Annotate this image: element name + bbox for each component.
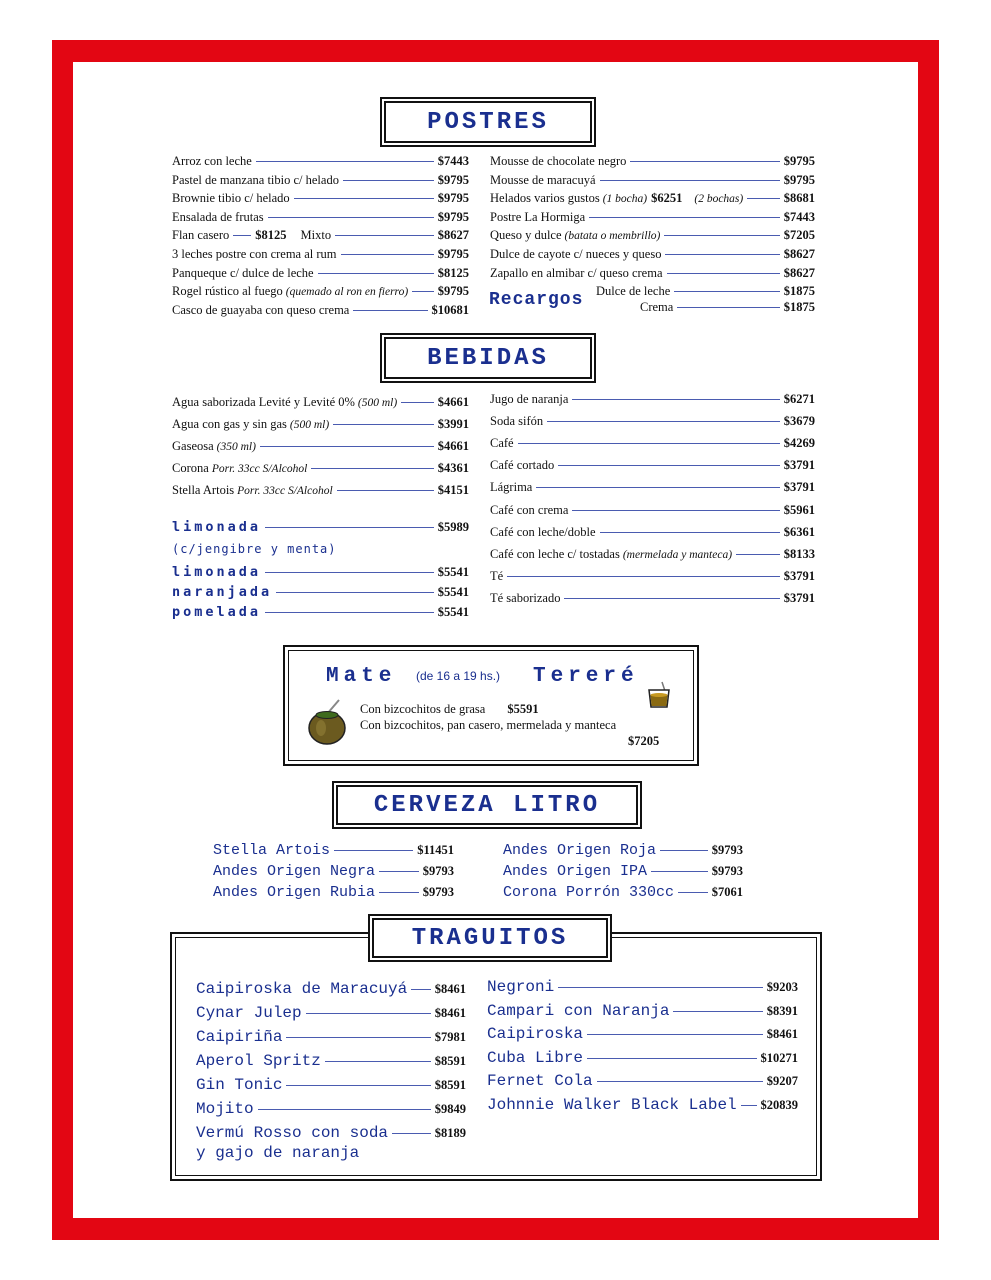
item-price: $10681	[431, 302, 469, 317]
leader-line	[564, 598, 779, 599]
leader-line	[630, 161, 779, 162]
item-price: $9793	[711, 843, 743, 857]
item-price: $7061	[711, 885, 743, 899]
limonada-item	[172, 584, 469, 600]
leader-line	[286, 1085, 430, 1086]
traguito-item	[487, 1096, 798, 1114]
item-name: Mousse de maracuyá	[490, 172, 596, 187]
item-price: $3679	[783, 414, 815, 429]
leader-line	[256, 161, 434, 162]
leader-line	[311, 468, 433, 469]
leader-line	[664, 235, 779, 236]
leader-line	[600, 180, 780, 181]
menu-item-vermu: Vermú Rosso con soda $8189	[196, 1124, 466, 1142]
item-name: Gaseosa	[172, 439, 214, 453]
bebida-item	[490, 547, 815, 562]
menu-item-helados: Helados varios gustos (1 bocha) $6251 (2 bochas) $8681	[490, 191, 815, 205]
item-note: (mermelada y manteca)	[622, 548, 733, 561]
bebida-item	[490, 503, 815, 518]
item-name: Soda sifón	[490, 414, 544, 429]
terere-title: Tereré	[533, 665, 639, 688]
traguito-item	[196, 1052, 466, 1070]
item-price: $3991	[437, 417, 469, 431]
item-name: naranjada	[172, 584, 273, 600]
item-note: (quemado al ron en fierro)	[285, 286, 409, 299]
leader-line	[379, 871, 419, 872]
item-name: Café con leche c/ tostadas	[490, 546, 620, 561]
leader-line	[268, 217, 434, 218]
section-title-postres: POSTRES	[384, 101, 592, 143]
item-price: $5541	[437, 565, 469, 579]
item-price: $8461	[434, 1006, 466, 1020]
item-price: $9849	[434, 1102, 466, 1116]
leader-line	[353, 310, 427, 311]
mate-option-2: Con bizcochitos, pan casero, mermelada y manteca	[360, 718, 617, 732]
leader-line	[558, 465, 780, 466]
leader-line	[265, 612, 434, 613]
item-name: Andes Origen Roja	[503, 842, 657, 859]
postres-item	[172, 210, 469, 225]
item-price: $9207	[766, 1074, 798, 1088]
traguito-item	[487, 1049, 798, 1067]
leader-line	[306, 1013, 431, 1014]
item-price: $4269	[783, 436, 815, 451]
item-price: $20839	[760, 1097, 798, 1112]
postres-item	[172, 266, 469, 281]
item-price: $8391	[766, 1003, 798, 1018]
cerveza-item	[213, 842, 454, 859]
section-title-traguitos: TRAGUITOS	[372, 918, 608, 958]
item-price: $4661	[437, 439, 469, 453]
item-name: Café cortado	[490, 458, 555, 473]
leader-line	[587, 1058, 756, 1059]
limonada-sub: (c/jengibre y menta)	[172, 542, 337, 556]
menu-item-flan: Flan casero $8125 Mixto $8627	[172, 228, 469, 242]
postres-item	[172, 284, 469, 299]
item-name: Johnnie Walker Black Label	[487, 1095, 737, 1114]
item-name: Cynar Julep	[196, 1004, 302, 1022]
item-name: Andes Origen Negra	[213, 863, 376, 880]
cerveza-item	[503, 842, 743, 859]
item-price: $9793	[422, 864, 454, 878]
mate-title: Mate	[326, 665, 397, 688]
traguito-item	[487, 1072, 798, 1090]
limonada-item	[172, 564, 469, 580]
item-name: Agua con gas y sin gas	[172, 417, 287, 431]
mate-hours: (de 16 a 19 hs.)	[416, 669, 501, 683]
leader-line	[401, 402, 434, 403]
item-price: $11451	[417, 843, 454, 857]
item-name: Brownie tibio c/ helado	[172, 191, 290, 206]
item-name: Casco de guayaba con queso crema	[172, 302, 350, 317]
item-name: Café	[490, 436, 514, 451]
item-name: Caipiroska de Maracuyá	[196, 980, 408, 998]
leader-line	[337, 490, 434, 491]
item-name: Stella Artois	[172, 483, 235, 497]
item-price: $5961	[783, 502, 815, 517]
bebida-item	[490, 392, 815, 407]
traguito-item	[196, 1028, 466, 1046]
item-note: (batata o membrillo)	[564, 230, 661, 243]
item-name: pomelada	[172, 604, 262, 620]
item-name: Caipiroska	[487, 1025, 584, 1043]
leader-line	[572, 399, 779, 400]
cerveza-item	[503, 884, 743, 901]
item-note: Porr. 33cc S/Alcohol	[211, 463, 308, 475]
menu-item-vermu-line2: y gajo de naranja	[196, 1144, 360, 1162]
item-name: Rogel rústico al fuego	[172, 284, 283, 299]
bebida-item	[490, 525, 815, 540]
leader-line	[260, 446, 434, 447]
leader-line	[660, 850, 708, 851]
item-name: Aperol Spritz	[196, 1052, 321, 1070]
item-price: $4151	[437, 483, 469, 497]
item-price: $6361	[783, 524, 815, 539]
bebida-item	[490, 414, 815, 429]
item-name: Pastel de manzana tibio c/ helado	[172, 172, 339, 187]
leader-line	[741, 1105, 757, 1106]
item-price: $7981	[434, 1030, 466, 1044]
item-price: $10271	[760, 1050, 798, 1065]
bebida-item	[490, 436, 815, 451]
item-price: $4661	[437, 395, 469, 409]
item-price: $8591	[434, 1054, 466, 1068]
terere-glass-icon	[644, 680, 674, 710]
item-price: $9795	[437, 209, 469, 224]
item-price: $4361	[437, 461, 469, 475]
item-price: $9795	[437, 284, 469, 299]
item-price: $9793	[422, 885, 454, 899]
bebida-item	[172, 461, 469, 476]
item-name: Campari con Naranja	[487, 1001, 670, 1020]
item-name: Ensalada de frutas	[172, 209, 264, 224]
postres-item	[172, 247, 469, 262]
item-price: $9795	[437, 191, 469, 206]
leader-line	[265, 572, 434, 573]
bebida-item	[172, 417, 469, 432]
limonada-item	[172, 604, 469, 620]
item-price: $7443	[783, 209, 815, 224]
bebida-item	[172, 439, 469, 454]
leader-line	[294, 198, 434, 199]
limonada-jengibre: limonada $5989	[172, 519, 469, 535]
recargos-label: Recargos	[489, 290, 584, 310]
postres-item	[172, 173, 469, 188]
item-price: $5541	[437, 605, 469, 619]
traguito-item	[196, 980, 466, 998]
item-price: $9795	[437, 172, 469, 187]
item-name: 3 leches postre con crema al rum	[172, 247, 337, 261]
item-price: $6271	[783, 392, 815, 406]
leader-line	[286, 1037, 430, 1038]
leader-line	[597, 1081, 763, 1082]
item-price: $8591	[434, 1078, 466, 1092]
postres-item	[172, 154, 469, 169]
item-name: Mousse de chocolate negro	[490, 154, 627, 168]
leader-line	[665, 254, 779, 255]
item-name: Arroz con leche	[172, 154, 252, 168]
postres-item	[172, 303, 469, 318]
item-price: $9203	[766, 980, 798, 994]
cerveza-item	[503, 863, 743, 880]
cerveza-item	[213, 863, 454, 880]
leader-line	[587, 1034, 763, 1035]
traguito-item	[196, 1004, 466, 1022]
recargo-crema: Crema $1875	[640, 300, 815, 314]
bebida-item	[172, 395, 469, 410]
item-price: $3791	[783, 568, 815, 583]
leader-line	[333, 424, 434, 425]
leader-line	[572, 510, 779, 511]
leader-line	[343, 180, 434, 181]
bebida-item	[490, 458, 815, 473]
traguito-item	[196, 1076, 466, 1094]
leader-line	[379, 892, 419, 893]
item-name: Café con leche/doble	[490, 524, 596, 539]
item-price: $8125	[437, 265, 469, 280]
leader-line	[673, 1011, 762, 1012]
leader-line	[412, 291, 434, 292]
item-price: $9795	[783, 154, 815, 168]
traguito-item	[487, 1002, 798, 1020]
recargo-dulce-de-leche: Dulce de leche $1875	[596, 284, 815, 298]
item-price: $7443	[437, 154, 469, 168]
bebida-item	[490, 569, 815, 584]
item-note: Porr. 33cc S/Alcohol	[237, 485, 333, 497]
bebida-item	[490, 591, 815, 606]
cerveza-item	[213, 884, 454, 901]
postres-item	[490, 173, 815, 188]
item-price: $9795	[783, 172, 815, 187]
item-name: Corona Porrón 330cc	[503, 884, 675, 901]
item-name: Andes Origen Rubia	[213, 884, 376, 901]
item-price: $9795	[437, 247, 469, 261]
item-name: limonada	[172, 564, 262, 580]
item-name: Stella Artois	[213, 842, 331, 859]
leader-line	[600, 532, 780, 533]
leader-line	[667, 273, 780, 274]
postres-item	[172, 191, 469, 206]
postres-item	[490, 228, 815, 243]
item-price: $5541	[437, 585, 469, 599]
item-price: $9793	[711, 864, 743, 878]
postres-item	[490, 266, 815, 281]
leader-line	[411, 989, 431, 990]
item-price: $8627	[783, 247, 815, 261]
leader-line	[651, 871, 708, 872]
leader-line	[325, 1061, 431, 1062]
leader-line	[258, 1109, 431, 1110]
item-name: Corona	[172, 461, 209, 475]
postres-item	[490, 154, 815, 169]
traguito-item	[487, 978, 798, 996]
item-name: Panqueque c/ dulce de leche	[172, 265, 314, 280]
item-name: Gin Tonic	[196, 1076, 283, 1094]
item-price: $3791	[783, 480, 815, 495]
leader-line	[736, 554, 780, 555]
leader-line	[341, 254, 434, 255]
leader-line	[276, 592, 434, 593]
postres-item	[490, 247, 815, 262]
item-name: Andes Origen IPA	[503, 863, 648, 880]
item-name: Fernet Cola	[487, 1072, 593, 1090]
leader-line	[589, 217, 780, 218]
item-note: (350 ml)	[216, 441, 256, 453]
leader-line	[536, 487, 779, 488]
item-price: $8133	[783, 546, 815, 561]
leader-line	[518, 443, 780, 444]
item-name: Dulce de cayote c/ nueces y queso	[490, 247, 662, 261]
item-name: Queso y dulce	[490, 228, 562, 243]
item-name: Té saborizado	[490, 590, 561, 605]
mate-option-2-price: $7205	[628, 734, 660, 748]
section-title-bebidas: BEBIDAS	[384, 337, 592, 379]
leader-line	[507, 576, 780, 577]
leader-line	[334, 850, 413, 851]
leader-line	[678, 892, 708, 893]
item-name: Postre La Hormiga	[490, 209, 586, 224]
leader-line	[547, 421, 780, 422]
bebida-item	[172, 483, 469, 498]
traguito-item	[487, 1025, 798, 1043]
item-name: Lágrima	[490, 480, 533, 495]
item-name: Té	[490, 568, 504, 583]
bebida-item	[490, 480, 815, 495]
traguito-item	[196, 1100, 466, 1118]
item-name: Café con crema	[490, 502, 569, 517]
item-note: (500 ml)	[289, 419, 330, 431]
item-name: Cuba Libre	[487, 1048, 584, 1067]
leader-line	[318, 273, 434, 274]
item-price: $8627	[783, 265, 815, 280]
postres-item	[490, 210, 815, 225]
item-price: $3791	[783, 590, 815, 605]
item-name: Zapallo en almibar c/ queso crema	[490, 265, 663, 280]
item-name: Mojito	[196, 1100, 254, 1118]
item-name: Agua saborizada Levité y Levité 0%	[172, 395, 355, 409]
item-price: $3791	[783, 458, 815, 473]
item-price: $7205	[783, 228, 815, 243]
item-name: Jugo de naranja	[490, 392, 569, 406]
item-name: Negroni	[487, 978, 555, 996]
item-price: $8461	[434, 982, 466, 996]
mate-gourd-icon	[303, 698, 351, 746]
leader-line	[558, 987, 763, 988]
item-name: Caipiriña	[196, 1028, 283, 1046]
item-price: $8461	[766, 1027, 798, 1041]
section-title-cerveza: CERVEZA LITRO	[336, 785, 638, 825]
mate-option-1: Con bizcochitos de grasa $5591	[360, 702, 539, 716]
item-note: (500 ml)	[357, 397, 398, 409]
